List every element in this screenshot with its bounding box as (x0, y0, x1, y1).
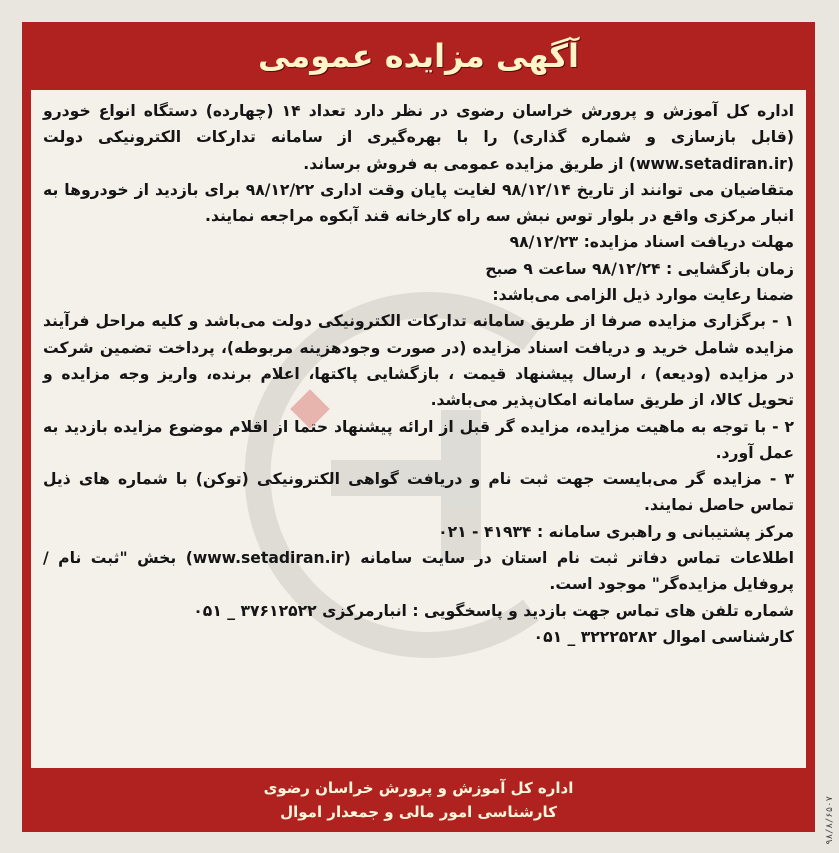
requirement-3: ۳ - مزایده گر می‌بایست جهت ثبت نام و دریافت گواهی الکترونیکی (توکن) با شماره های ذیل تماس حاصل نمایند. (43, 470, 794, 515)
ad-frame (22, 22, 815, 832)
side-code: ۹۸/۸/۶۵۰۷ (825, 796, 835, 845)
requirements-heading: ضمنا رعایت موارد ذیل الزامی می‌باشد: (492, 286, 794, 305)
ad-footer (22, 768, 815, 832)
visit-paragraph: متقاضیان می توانند از تاریخ ۹۸/۱۲/۱۴ لغایت پایان وقت اداری ۹۸/۱۲/۲۲ برای بازدید از خودروها به انبار مرکزی واقع در بلوار توس نبش سه راه کارخانه قند آبکوه مراجعه نمایند. (43, 180, 794, 226)
intro-paragraph: اداره کل آموزش و پرورش خراسان رضوی در نظر دارد تعداد ۱۴ (چهارده) دستگاه انواع خودرو (قابل بازسازی و شماره گذاری) را با بهره‌گیری از سامانه تدارکات الکترونیکی دولت (www.setadiran.ir) از طریق مزایده عمومی به فروش برساند. (43, 102, 795, 173)
ad-title-bar (22, 22, 815, 90)
ad-title: آگهی مزایده عمومی (258, 37, 579, 75)
requirement-1: ۱ - برگزاری مزایده صرفا از طریق سامانه تدارکات الکترونیکی دولت می‌باشد و کلیه مراحل فرآیند مزایده شامل خرید و دریافت اسناد مزایده (در صورت وجودهزینه مربوطه)، پرداخت تضمین شرکت در مزایده (ودیعه) ، ارسال پیشنهاد قیمت ، بازگشایی پاکتها، اعلام برنده، واریز وجه مزایده و تحویل کالا، از طریق سامانه امکان‌پذیر می‌باشد. (43, 312, 794, 410)
opening-time: زمان بازگشایی : ۹۸/۱۲/۲۴ ساعت ۹ صبح (485, 259, 794, 278)
support-center: مرکز پشتیبانی و راهبری سامانه : ۴۱۹۳۴ - ۰۲۱ (438, 522, 794, 541)
requirement-2: ۲ - با توجه به ماهیت مزایده، مزایده گر قبل از ارائه پیشنهاد حتما از اقلام موضوع مزایده بازدید به عمل آورد. (43, 417, 794, 462)
ad-body (31, 90, 806, 768)
property-expert-phone: کارشناسی اموال ۳۲۲۲۵۲۸۲ _ ۰۵۱ (533, 627, 794, 646)
footer-department: کارشناسی امور مالی و جمعدار اموال (280, 803, 557, 821)
ad-text (31, 90, 806, 650)
contact-phones: شماره تلفن های تماس جهت بازدید و پاسخگویی : انبارمرکزی ۳۷۶۱۲۵۲۲ _ ۰۵۱ (193, 601, 794, 620)
footer-organization: اداره کل آموزش و پرورش خراسان رضوی (263, 779, 574, 797)
registration-info: اطلاعات تماس دفاتر ثبت نام استان در سایت سامانه (www.setadiran.ir) بخش "ثبت نام / پروفایل مزایده‌گر" موجود است. (43, 549, 795, 594)
document-deadline: مهلت دریافت اسناد مزایده: ۹۸/۱۲/۲۳ (509, 233, 794, 252)
